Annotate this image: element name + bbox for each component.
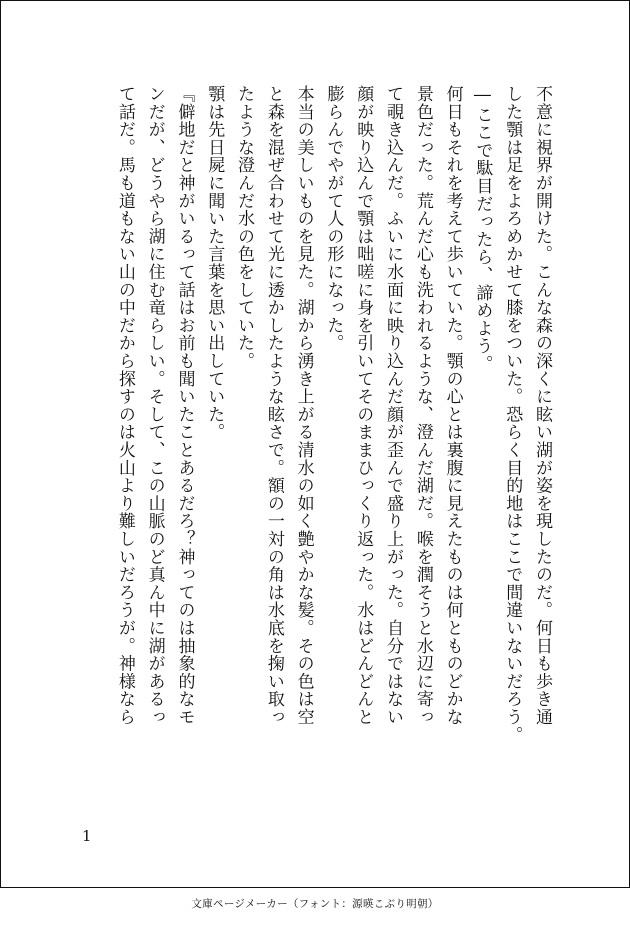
text-line-13: 『僻地だと神がいるって話はお前も聞いたことあるだろ？神ってのは抽象的なモ: [174, 85, 195, 726]
text-line-4: 何日もそれを考えて歩いていた。顎の心とは裏腹に見えたものは何とものどかな: [442, 85, 463, 726]
text-line-8: 膨らんでやがて人の形になった。: [323, 85, 344, 352]
text-line-2: した顎は足をよろめかせて膝をついた。恐らく目的地はここで間違いないだろう。: [502, 85, 523, 744]
text-line-14: ンだが、どうやら湖に住む竜らしい。そして、この山脈のど真ん中に湖があるっ: [144, 85, 165, 726]
text-line-1: 不意に視界が開けた。こんな森の深くに眩い湖が姿を現したのだ。何日も歩き通: [532, 85, 552, 726]
text-line-6: て覗き込んだ。ふいに水面に映り込んだ顔が歪んで盛り上がった。自分ではない: [383, 85, 404, 726]
page-number: 1: [82, 827, 92, 845]
text-line-9: 本当の美しいものを見た。湖から湧き上がる清水の如く艶やかな髪。その色は空: [293, 85, 314, 726]
text-line-7: 顔が映り込んで顎は咄嗟に身を引いてそのままひっくり返った。水はどんどんと: [353, 85, 374, 726]
text-line-11: たような澄んだ水の色をしていた。: [234, 85, 255, 370]
text-line-10: と森を混ぜ合わせて光に透かしたような眩さで。額の一対の角は水底を掬い取っ: [263, 85, 284, 726]
vertical-text-body: [109, 85, 556, 821]
text-line-12: 顎は先日屍に聞いた言葉を思い出していた。: [204, 85, 225, 441]
footer-credit: 文庫ページメーカー（フォント：源暎こぶり明朝）: [191, 898, 439, 910]
text-line-3: ―ここで駄目だったら、諦めよう。: [472, 85, 493, 373]
text-line-5: 景色だった。荒んだ心も洗われるような、澄んだ湖だ。喉を潤そうと水辺に寄っ: [412, 85, 433, 726]
text-line-15: て話だ。馬も道もない山の中だから探すのは火山より難しいだろうが。神様なら: [114, 85, 135, 726]
